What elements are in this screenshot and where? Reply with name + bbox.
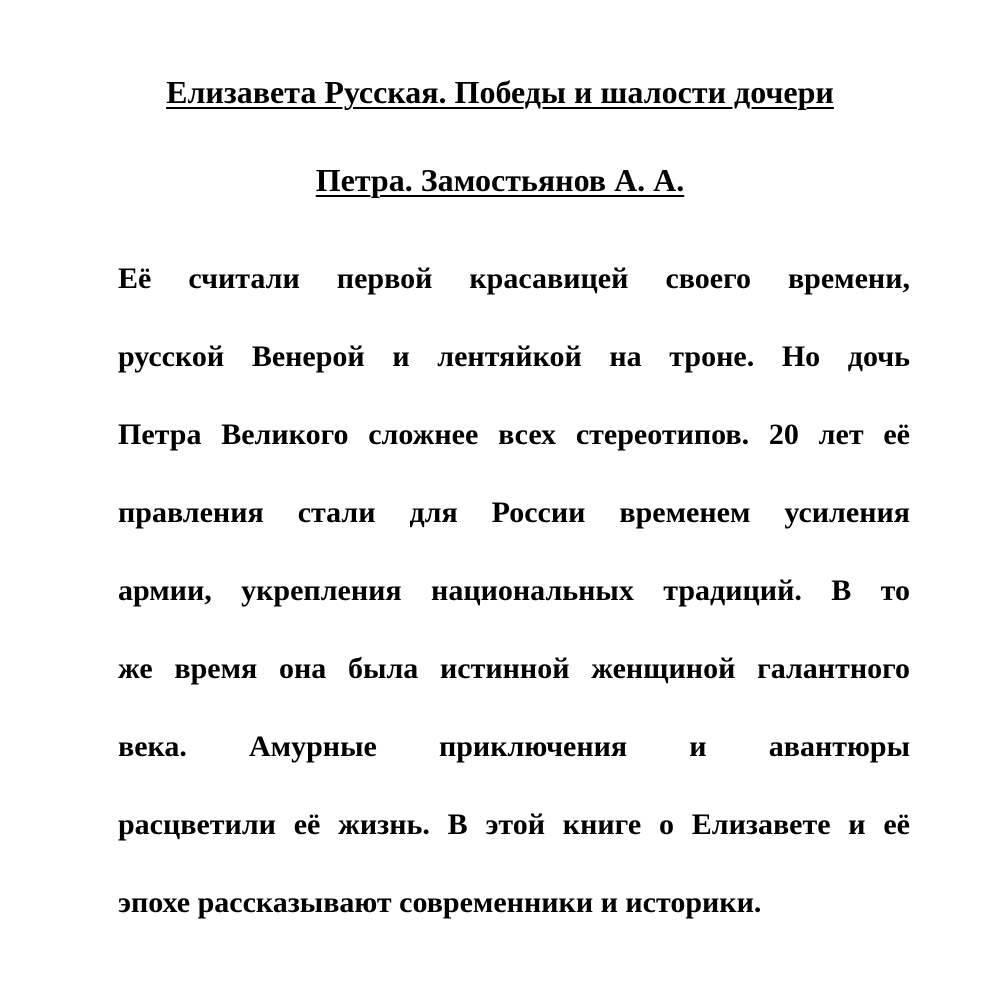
body-line-1: Её считали первой красавицей своего времени, <box>118 262 910 295</box>
title-line-2: Петра. Замостьянов А. А. <box>315 162 685 198</box>
body-paragraph <box>118 252 910 954</box>
body-line-8: расцветили её жизнь. В этой книге о Елизавете и её <box>118 808 910 841</box>
body-line-6: же время она была истинной женщиной галантного <box>118 652 910 685</box>
body-line-4: правления стали для России временем усиления <box>118 496 910 529</box>
body-line-3: Петра Великого сложнее всех стереотипов. 20 лет её <box>118 418 910 451</box>
title-line-1: Елизавета Русская. Победы и шалости дочери <box>166 74 834 110</box>
body-line-9: эпохе рассказывают современники и историки. <box>118 886 762 919</box>
body-line-2: русской Венерой и лентяйкой на троне. Но дочь <box>118 340 910 373</box>
body-line-5: армии, укрепления национальных традиций. В то <box>118 574 910 607</box>
body-line-7: века. Амурные приключения и авантюры <box>118 730 910 763</box>
